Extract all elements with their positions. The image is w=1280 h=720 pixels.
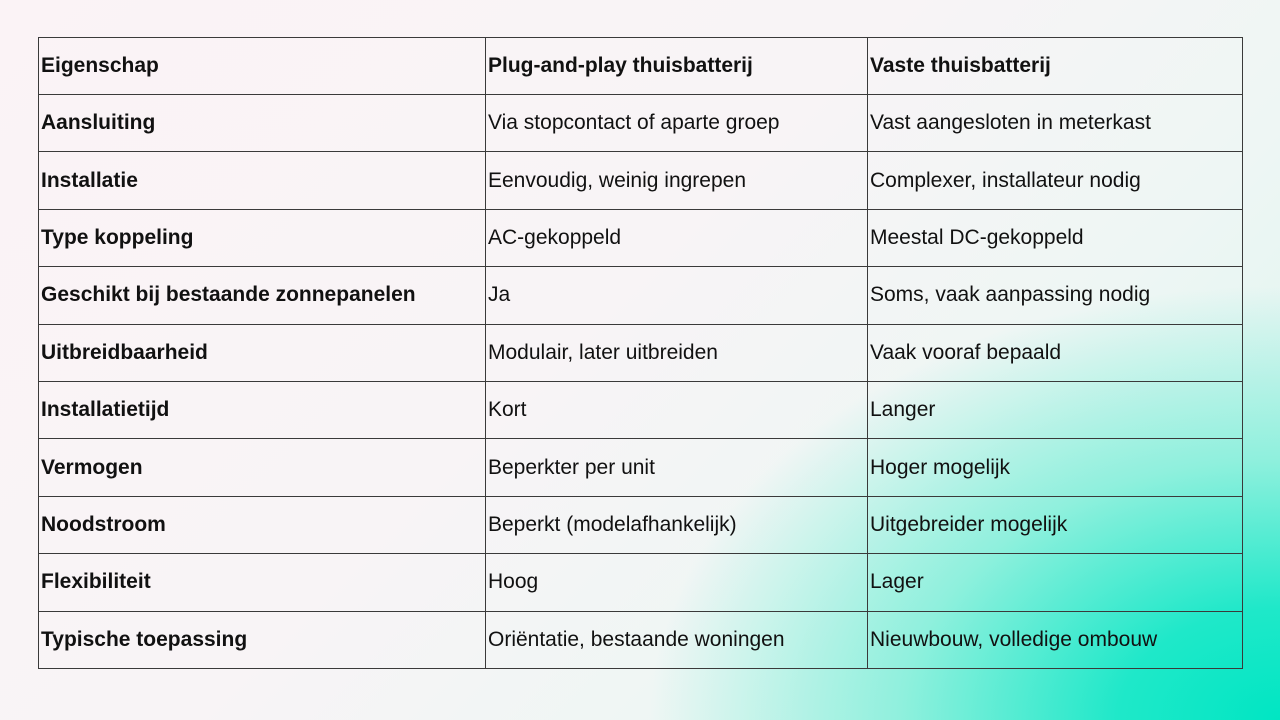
table-row — [39, 496, 1243, 553]
row-fixed-value: Vaak vooraf bepaald — [868, 324, 1243, 381]
row-property: Geschikt bij bestaande zonnepanelen — [39, 267, 486, 324]
row-property: Installatietijd — [39, 381, 486, 438]
row-fixed-value: Vast aangesloten in meterkast — [868, 95, 1243, 152]
row-fixed-value: Uitgebreider mogelijk — [868, 496, 1243, 553]
row-plug-and-play-value: Eenvoudig, weinig ingrepen — [486, 152, 868, 209]
row-fixed-value: Meestal DC-gekoppeld — [868, 209, 1243, 266]
row-fixed-value: Hoger mogelijk — [868, 439, 1243, 496]
header-property: Eigenschap — [39, 38, 486, 95]
row-plug-and-play-value: Via stopcontact of aparte groep — [486, 95, 868, 152]
row-fixed-value: Langer — [868, 381, 1243, 438]
row-property: Type koppeling — [39, 209, 486, 266]
row-fixed-value: Complexer, installateur nodig — [868, 152, 1243, 209]
table-row — [39, 381, 1243, 438]
row-fixed-value: Soms, vaak aanpassing nodig — [868, 267, 1243, 324]
row-plug-and-play-value: Beperkter per unit — [486, 439, 868, 496]
header-plug-and-play: Plug-and-play thuisbatterij — [486, 38, 868, 95]
row-fixed-value: Nieuwbouw, volledige ombouw — [868, 611, 1243, 668]
table-row — [39, 324, 1243, 381]
row-plug-and-play-value: Kort — [486, 381, 868, 438]
table-row — [39, 95, 1243, 152]
table-row — [39, 439, 1243, 496]
row-plug-and-play-value: Oriëntatie, bestaande woningen — [486, 611, 868, 668]
header-fixed-battery: Vaste thuisbatterij — [868, 38, 1243, 95]
comparison-table — [38, 37, 1243, 669]
table-row — [39, 554, 1243, 611]
row-plug-and-play-value: Hoog — [486, 554, 868, 611]
row-property: Noodstroom — [39, 496, 486, 553]
row-property: Vermogen — [39, 439, 486, 496]
table-row — [39, 611, 1243, 668]
row-property: Uitbreidbaarheid — [39, 324, 486, 381]
table-row — [39, 209, 1243, 266]
row-plug-and-play-value: Beperkt (modelafhankelijk) — [486, 496, 868, 553]
table-header-row — [39, 38, 1243, 95]
row-property: Typische toepassing — [39, 611, 486, 668]
row-property: Aansluiting — [39, 95, 486, 152]
table-row — [39, 152, 1243, 209]
row-property: Installatie — [39, 152, 486, 209]
row-plug-and-play-value: Ja — [486, 267, 868, 324]
row-plug-and-play-value: Modulair, later uitbreiden — [486, 324, 868, 381]
row-fixed-value: Lager — [868, 554, 1243, 611]
row-property: Flexibiliteit — [39, 554, 486, 611]
table-row — [39, 267, 1243, 324]
row-plug-and-play-value: AC-gekoppeld — [486, 209, 868, 266]
